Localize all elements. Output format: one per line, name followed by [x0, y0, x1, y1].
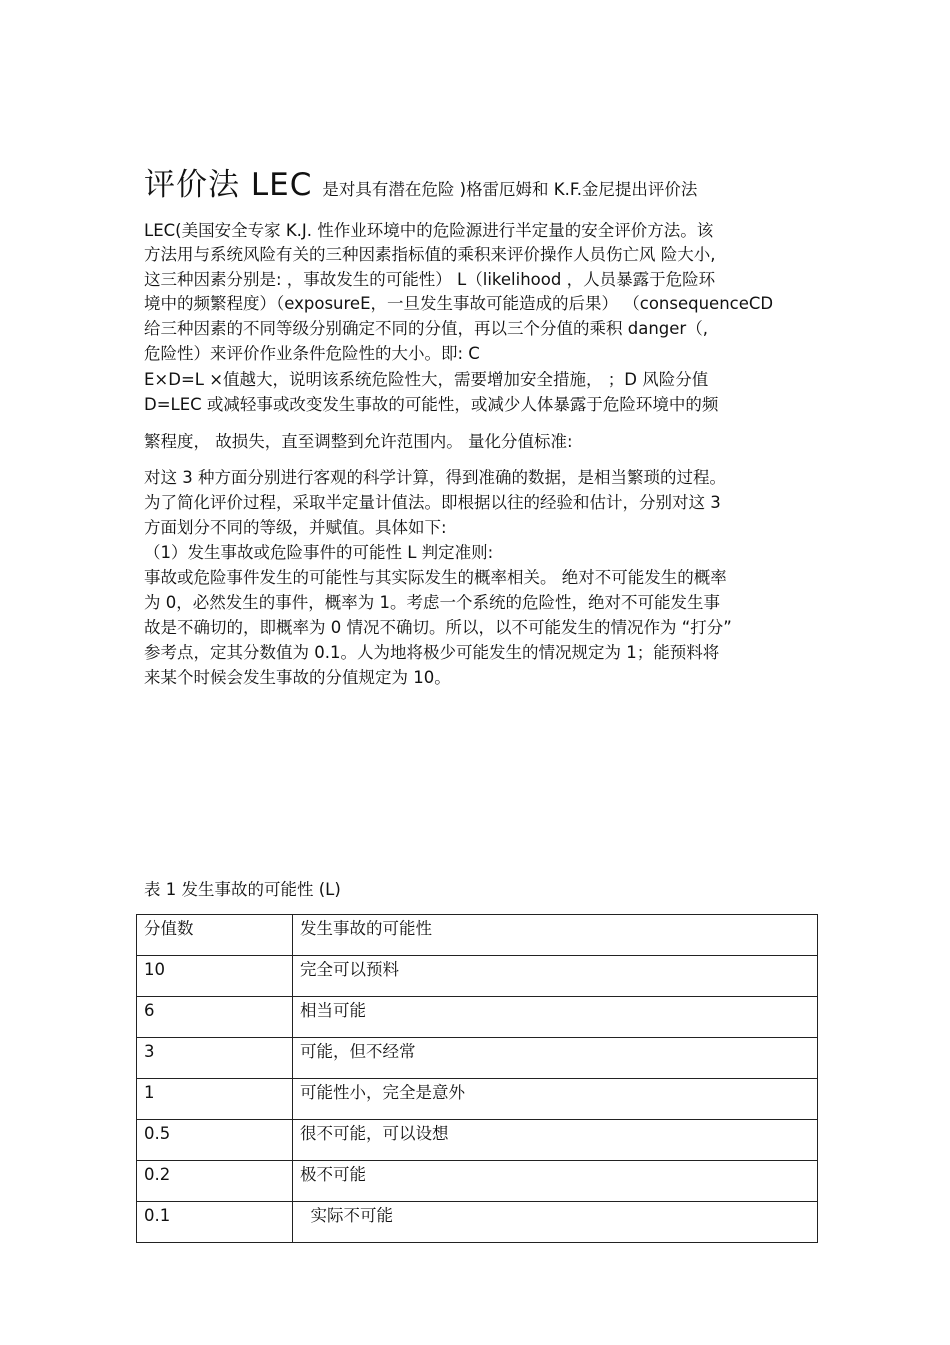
table-row — [137, 1120, 818, 1161]
table-caption: 表 1 发生事故的可能性 (L) — [144, 880, 341, 899]
title-line — [144, 167, 698, 203]
likelihood-cell: 极不可能 — [293, 1161, 818, 1202]
table-header-row — [137, 915, 818, 956]
likelihood-cell: 实际不可能 — [293, 1202, 818, 1243]
paragraph-line: 事故或危险事件发生的可能性与其实际发生的概率相关。 绝对不可能发生的概率 — [144, 568, 727, 587]
table-row — [137, 1161, 818, 1202]
paragraph-line: （1）发生事故或危险事件的可能性 L 判定准则: — [144, 543, 494, 562]
paragraph-line: E×D=L ×值越大，说明该系统危险性大，需要增加安全措施， ；D 风险分值 — [144, 370, 709, 389]
score-cell: 0.1 — [137, 1202, 293, 1243]
paragraph-line: 危险性）来评价作业条件危险性的大小。即: C — [144, 344, 480, 363]
score-cell: 3 — [137, 1038, 293, 1079]
paragraph-line: 为 0，必然发生的事件，概率为 1。考虑一个系统的危险性，绝对不可能发生事 — [144, 593, 720, 612]
paragraph-line: 境中的频繁程度）（exposureE，一旦发生事故可能造成的后果） （consequenceCD — [144, 294, 774, 313]
paragraph-line: 方面划分不同的等级，并赋值。具体如下: — [144, 518, 447, 537]
paragraph-line: 给三种因素的不同等级分别确定不同的分值，再以三个分值的乘积 danger（, — [144, 319, 708, 338]
score-cell: 6 — [137, 997, 293, 1038]
paragraph-line: 来某个时候会发生事故的分值规定为 10。 — [144, 668, 451, 687]
header-cell-score: 分值数 — [137, 915, 293, 956]
likelihood-cell: 可能性小，完全是意外 — [293, 1079, 818, 1120]
table-row — [137, 1038, 818, 1079]
paragraph-line: 方法用与系统风险有关的三种因素指标值的乘积来评价操作人员伤亡风 险大小, — [144, 245, 716, 264]
likelihood-cell: 很不可能，可以设想 — [293, 1120, 818, 1161]
paragraph-line: 为了简化评价过程，采取半定量计值法。即根据以往的经验和估计，分别对这 3 — [144, 493, 721, 512]
table-row — [137, 997, 818, 1038]
score-cell: 0.5 — [137, 1120, 293, 1161]
table-row — [137, 1079, 818, 1120]
score-cell: 0.2 — [137, 1161, 293, 1202]
title-heading: 评价法 LEC — [144, 167, 313, 203]
paragraph-line: 对这 3 种方面分别进行客观的科学计算，得到准确的数据，是相当繁琐的过程。 — [144, 468, 726, 487]
table-row — [137, 1202, 818, 1243]
title-continuation: 是对具有潜在危险 )格雷厄姆和 K.F.金尼提出评价法 — [322, 180, 698, 199]
paragraph-line: 参考点，定其分数值为 0.1。人为地将极少可能发生的情况规定为 1；能预料将 — [144, 643, 720, 662]
paragraph-line: 故是不确切的，即概率为 0 情况不确切。所以，以不可能发生的情况作为 “打分” — [144, 618, 732, 637]
table-row — [137, 956, 818, 997]
header-cell-likelihood: 发生事故的可能性 — [293, 915, 818, 956]
score-cell: 1 — [137, 1079, 293, 1120]
likelihood-cell: 可能，但不经常 — [293, 1038, 818, 1079]
likelihood-cell: 相当可能 — [293, 997, 818, 1038]
paragraph-line: 繁程度， 故损失，直至调整到允许范围内。 量化分值标准: — [144, 432, 573, 451]
likelihood-table — [136, 914, 818, 1243]
paragraph-line: 这三种因素分别是: ，事故发生的可能性） L（likelihood ，人员暴露于危险环 — [144, 270, 716, 289]
likelihood-cell: 完全可以预料 — [293, 956, 818, 997]
paragraph-line: LEC(美国安全专家 K.J. 性作业环境中的危险源进行半定量的安全评价方法。该 — [144, 221, 714, 240]
score-cell: 10 — [137, 956, 293, 997]
paragraph-line: D=LEC 或减轻事或改变发生事故的可能性，或减少人体暴露于危险环境中的频 — [144, 395, 719, 414]
